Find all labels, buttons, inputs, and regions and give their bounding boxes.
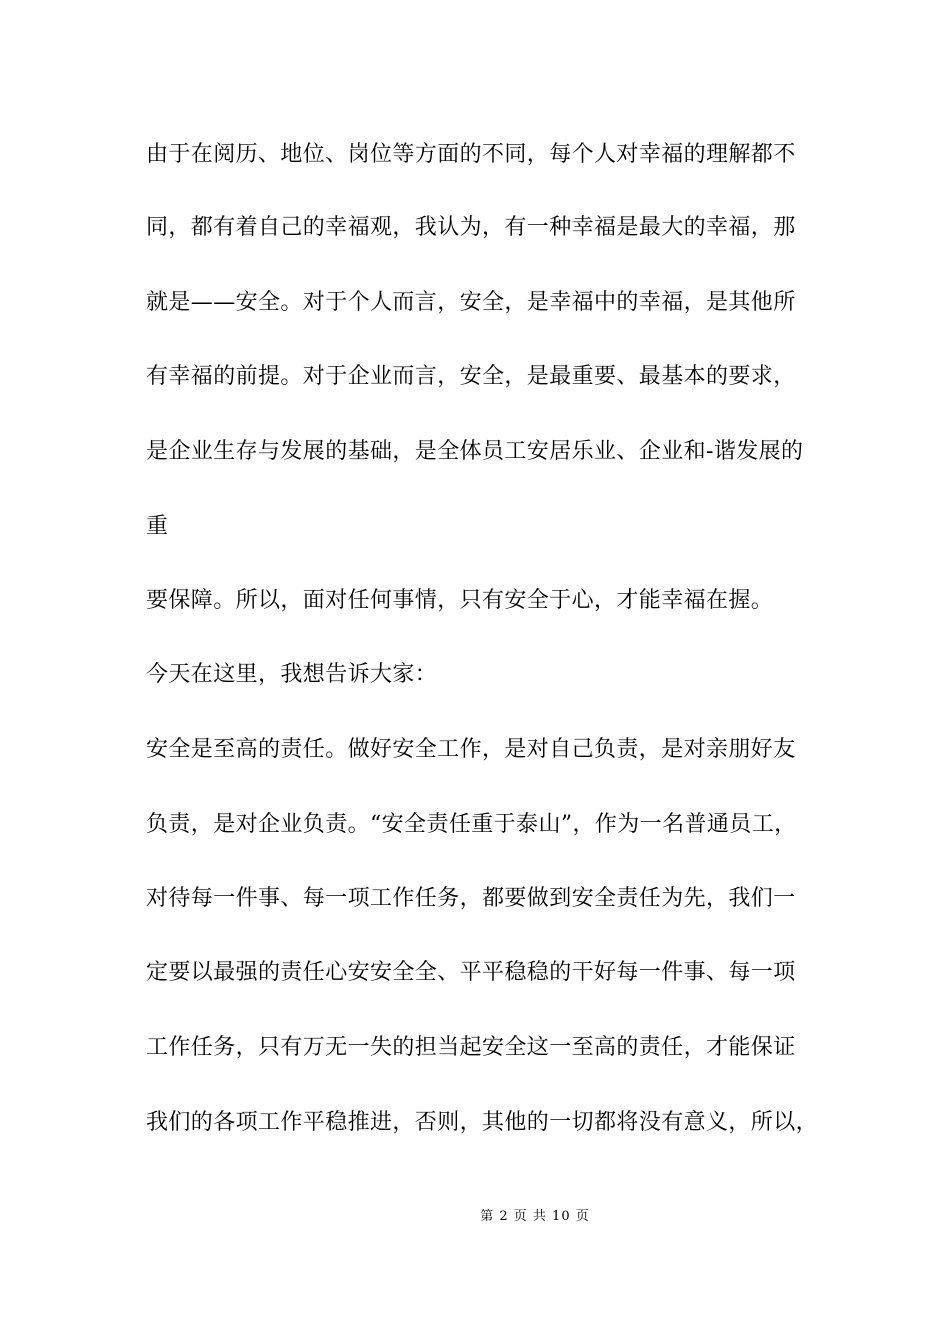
body-text-line: 有幸福的前提。对于企业而言，安全，是最重要、最基本的要求， [146, 364, 796, 389]
body-text-line: 今天在这里，我想告诉大家： [146, 662, 438, 687]
body-text-line: 负责，是对企业负责。“安全责任重于泰山”，作为一名普通员工， [146, 812, 797, 837]
body-text-line: 安全是至高的责任。做好安全工作，是对自己负责，是对亲朋好友 [146, 737, 796, 762]
body-text-line: 就是——安全。对于个人而言，安全，是幸福中的幸福，是其他所 [146, 290, 796, 315]
body-text-line: 由于在阅历、地位、岗位等方面的不同，每个人对幸福的理解都不 [146, 142, 796, 167]
body-text-line: 要保障。所以，面对任何事情，只有安全于心，才能幸福在握。 [146, 588, 774, 613]
body-text-line: 是企业生存与发展的基础，是全体员工安居乐业、企业和-谐发展的 [146, 439, 804, 464]
body-text-line: 定要以最强的责任心安安全全、平平稳稳的干好每一件事、每一项 [146, 960, 796, 985]
body-text-line: 我们的各项工作平稳推进，否则，其他的一切都将没有意义，所以， [146, 1110, 819, 1135]
body-text-line: 重 [146, 514, 169, 539]
page-footer [0, 1208, 950, 1226]
body-text-line: 同，都有着自己的幸福观，我认为，有一种幸福是最大的幸福，那 [146, 215, 796, 240]
page-number: 第 2 页 共 10 页 [480, 1209, 590, 1224]
body-text-line: 工作任务，只有万无一失的担当起安全这一至高的责任，才能保证 [146, 1035, 796, 1060]
body-text-line: 对待每一件事、每一项工作任务，都要做到安全责任为先，我们一 [146, 886, 796, 911]
